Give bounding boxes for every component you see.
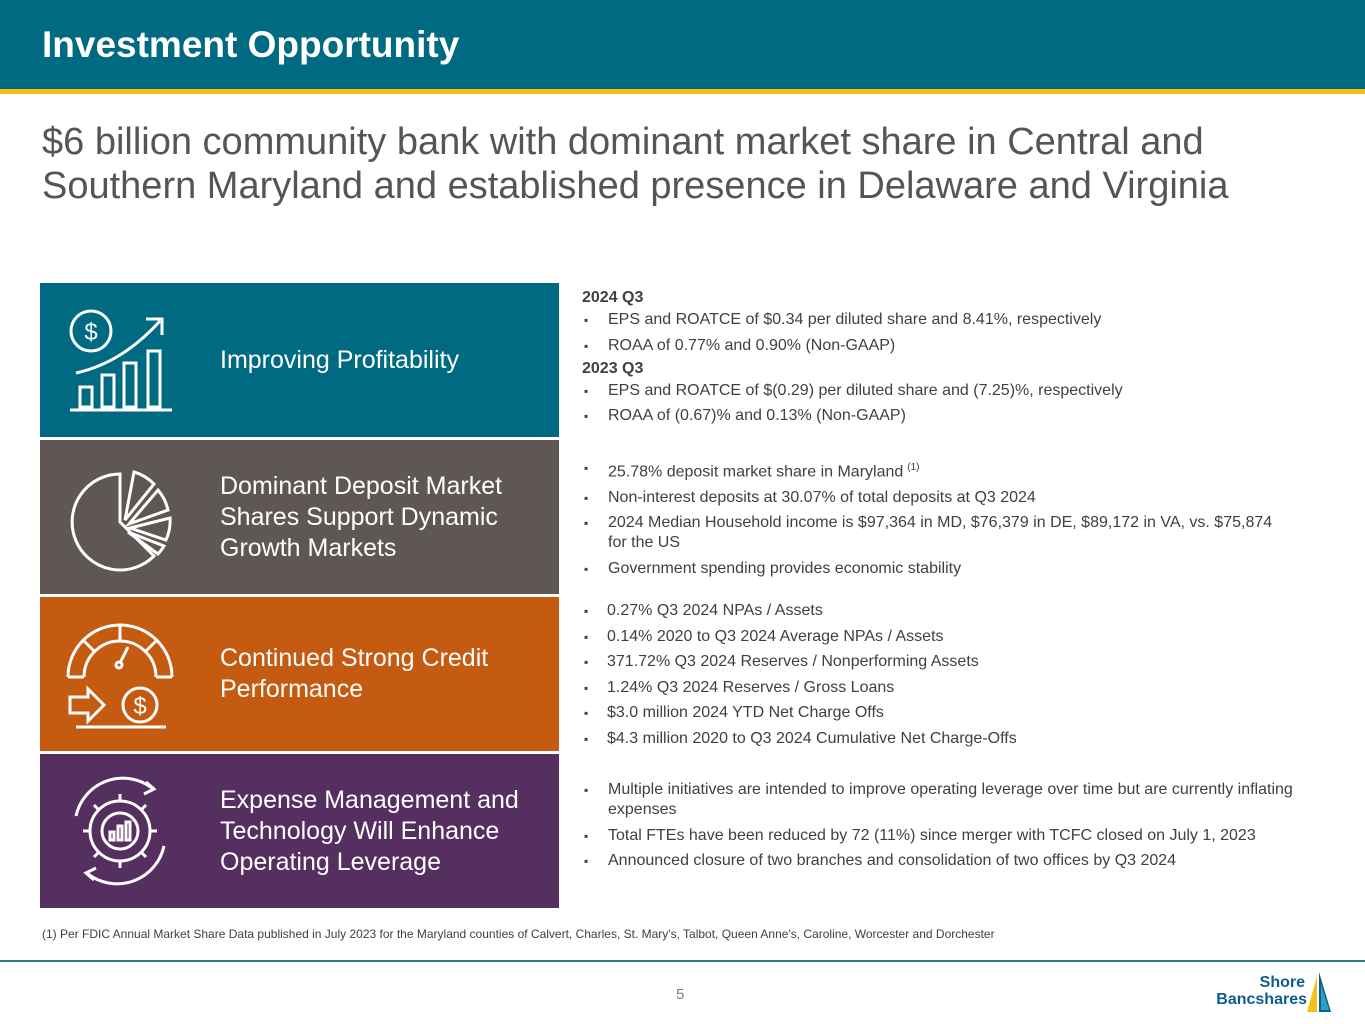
list-item-text: 25.78% deposit market share in Maryland: [608, 463, 904, 481]
header-bar: [0, 0, 1365, 89]
subtitle: $6 billion community bank with dominant market share in Central and Southern Maryland and established presence in Delaware and Virginia: [42, 121, 1229, 207]
page-title: Investment Opportunity: [42, 24, 460, 65]
profit-growth-icon: [62, 305, 178, 415]
list-item: ▪ 0.27% Q3 2024 NPAs / Assets: [582, 601, 1322, 621]
credit-gauge-icon: [62, 619, 178, 729]
list-item: ▪ Government spending provides economic stability: [582, 559, 1282, 579]
heading-2024-q3: 2024 Q3: [582, 289, 644, 306]
credit-details: [582, 601, 1322, 754]
heading-2023-q3: 2023 Q3: [582, 359, 644, 377]
header-accent-rule: [0, 89, 1365, 94]
footer-rule: [0, 960, 1365, 962]
expense-details: [582, 780, 1312, 877]
list-item: ▪ ROAA of 0.77% and 0.90% (Non-GAAP): [582, 336, 1322, 356]
list-item: ▪ $4.3 million 2020 to Q3 2024 Cumulative Net Charge-Offs: [582, 729, 1322, 749]
panel-label: Dominant Deposit Market Shares Support Dynamic Growth Markets: [220, 471, 503, 562]
list-item: ▪ 1.24% Q3 2024 Reserves / Gross Loans: [582, 678, 1322, 698]
footnote-ref: (1): [907, 462, 920, 473]
panel-improving-profitability: [40, 283, 559, 437]
shore-bancshares-logo: [1218, 970, 1333, 1015]
gear-chart-icon: [62, 776, 178, 886]
list-item: ▪ $3.0 million 2024 YTD Net Charge Offs: [582, 703, 1322, 723]
panel-expense-management: [40, 754, 559, 908]
list-item: ▪ Non-interest deposits at 30.07% of total deposits at Q3 2024: [582, 488, 1282, 508]
profitability-details: [582, 285, 1322, 432]
svg-text:$: $: [133, 693, 147, 720]
panel-label: Improving Profitability: [220, 345, 459, 374]
sail-icon: [1305, 970, 1333, 1015]
list-item: ▪ 371.72% Q3 2024 Reserves / Nonperforming Assets: [582, 652, 1322, 672]
list-item: ▪ EPS and ROATCE of $(0.29) per diluted share and (7.25)%, respectively: [582, 381, 1322, 401]
list-item: ▪ 0.14% 2020 to Q3 2024 Average NPAs / Assets: [582, 627, 1322, 647]
page-number: 5: [676, 986, 685, 1003]
svg-text:$: $: [84, 319, 98, 346]
list-item: [582, 458, 1282, 482]
panel-credit-performance: [40, 597, 559, 751]
panel-label: Continued Strong Credit Performance: [220, 644, 489, 703]
panel-label: Expense Management and Technology Will Enhance Operating Leverage: [220, 785, 519, 876]
list-item: ▪ Total FTEs have been reduced by 72 (11%) since merger with TCFC closed on July 1, 2023: [582, 826, 1312, 846]
logo-line2: Bancshares: [1216, 991, 1307, 1008]
list-item: ▪ Multiple initiatives are intended to improve operating leverage over time but are currently inflating expenses: [582, 780, 1312, 820]
panel-deposit-market: [40, 440, 559, 594]
list-item: ▪ EPS and ROATCE of $0.34 per diluted share and 8.41%, respectively: [582, 310, 1322, 330]
list-item: ▪ Announced closure of two branches and consolidation of two offices by Q3 2024: [582, 851, 1312, 871]
deposit-details: [582, 458, 1282, 584]
pie-chart-icon: [62, 462, 178, 572]
list-item: ▪ 2024 Median Household income is $97,364 in MD, $76,379 in DE, $89,172 in VA, vs. $75,874 for the US: [582, 513, 1282, 553]
footnote: (1) Per FDIC Annual Market Share Data published in July 2023 for the Maryland counties of Calvert, Charles, St. Mary's, Talbot, Queen Anne's, Caroline, Worcester and Dorchester: [42, 927, 995, 941]
logo-line1: Shore: [1259, 974, 1305, 991]
list-item: ▪ ROAA of (0.67)% and 0.13% (Non-GAAP): [582, 406, 1322, 426]
